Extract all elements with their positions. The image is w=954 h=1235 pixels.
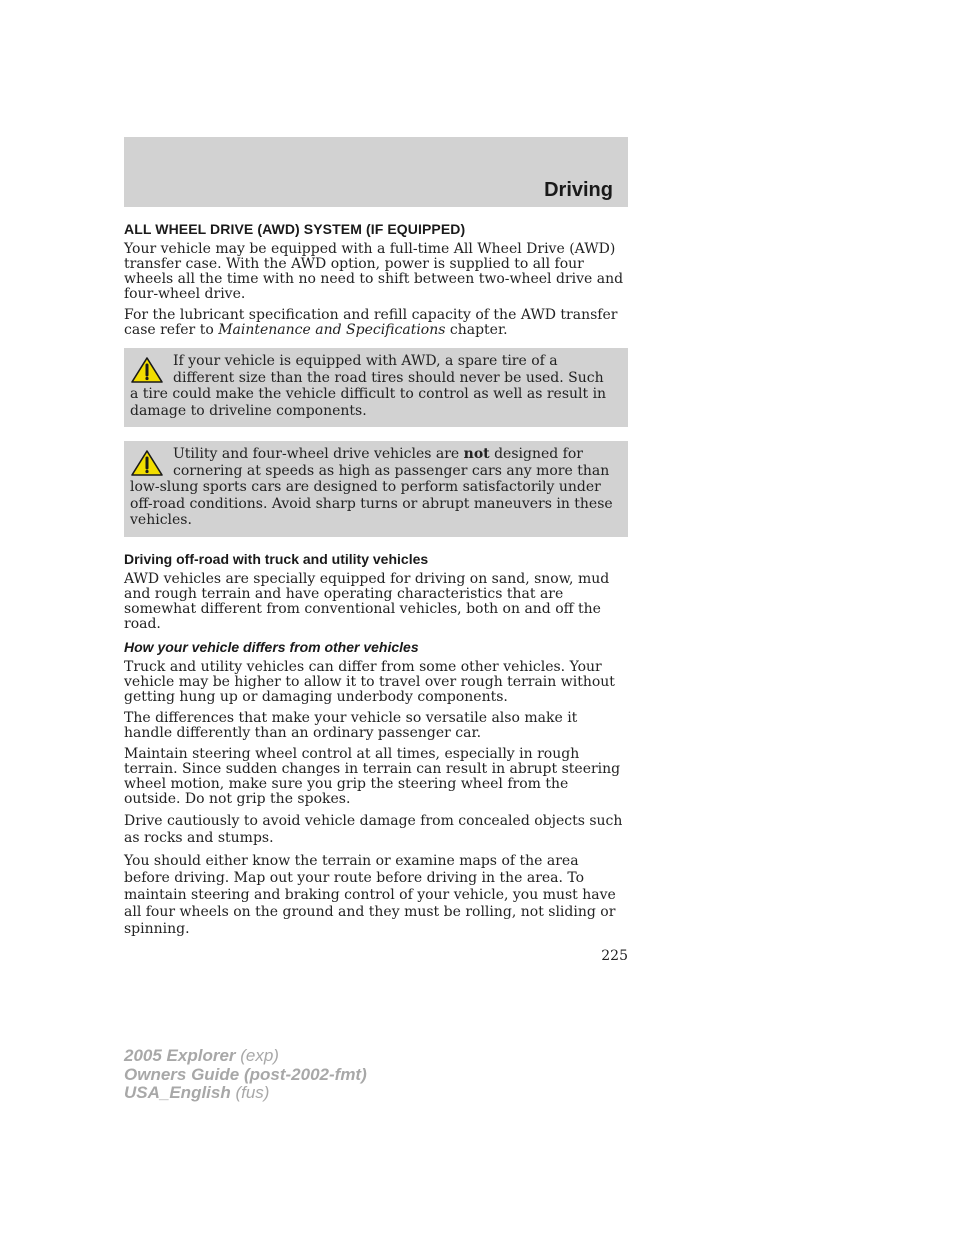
offroad-paragraph-6: You should either know the terrain or examine maps of the area before driving. Map out your route before driving in the area. To maintain steering and braking control of your vehicle, you must have all four wheels on the ground and they must be rolling, not sliding or spinning. (124, 852, 616, 937)
warning-box-cornering (124, 441, 628, 537)
offroad-paragraph-5: Drive cautiously to avoid vehicle damage from concealed objects such as rocks and stumps. (124, 812, 623, 846)
footer-model-code: (exp) (235, 1046, 279, 1065)
warning-triangle-icon (130, 449, 164, 477)
footer-language: USA_English (124, 1083, 231, 1102)
awd-paragraph-2 (124, 308, 628, 338)
footer-guide: Owners Guide (post-2002-fmt) (124, 1064, 367, 1084)
offroad-paragraph-4: Maintain steering wheel control at all times, especially in rough terrain. Since sudden changes in terrain can result in abrupt steering wheel motion, make sure you grip the steering wheel from the outside. Do not grip the spokes. (124, 745, 621, 807)
footer-line-2 (124, 1066, 367, 1085)
differences-heading: How your vehicle differs from other vehicles (124, 638, 419, 655)
section-title: Driving (544, 179, 613, 201)
warning-box-spare-tire (124, 348, 628, 427)
warning-text: If your vehicle is equipped with AWD, a spare tire of a different size than the road tires should never be used. Such a tire could make the vehicle difficult to control as well as result in damage to driveline components. (130, 353, 607, 419)
document-footer (124, 1047, 367, 1103)
footer-model: 2005 Explorer (124, 1046, 236, 1065)
page-number: 225 (601, 947, 628, 964)
offroad-heading: Driving off-road with truck and utility vehicles (124, 550, 429, 567)
awd-paragraph-2-text: For the lubricant specification and refill capacity of the AWD transfer case refer to (124, 307, 618, 338)
warning-text: Utility and four-wheel drive vehicles are (173, 446, 464, 462)
chapter-reference: Maintenance and Specifications (218, 322, 446, 338)
awd-paragraph-1: Your vehicle may be equipped with a full-time All Wheel Drive (AWD) transfer case. With the AWD option, power is supplied to all four wheels all the time with no need to shift between two-wheel drive and four-wheel drive. (124, 241, 624, 302)
warning-triangle-icon (130, 356, 164, 384)
awd-heading: ALL WHEEL DRIVE (AWD) SYSTEM (IF EQUIPPED) (124, 221, 466, 237)
offroad-paragraph-3: The differences that make your vehicle so versatile also make it handle differently than an ordinary passenger car. (124, 709, 578, 741)
offroad-paragraph-1: AWD vehicles are specially equipped for driving on sand, snow, mud and rough terrain and have operating characteristics that are somewhat different from conventional vehicles, both on and off the road. (124, 570, 610, 632)
warning-emphasis: not (463, 446, 490, 462)
footer-line-1 (124, 1047, 367, 1066)
offroad-paragraph-2: Truck and utility vehicles can differ from some other vehicles. Your vehicle may be higher to allow it to travel over rough terrain without getting hung up or damaging underbody components. (124, 658, 615, 705)
footer-line-3 (124, 1084, 367, 1103)
awd-paragraph-2-end: chapter. (445, 322, 508, 338)
section-header-bar (124, 137, 628, 207)
warning-text-end: designed for cornering at speeds as high as passenger cars any more than low-slung sports cars are designed to perform satisfactorily under off-road conditions. Avoid sharp turns or abrupt maneuvers in these vehicles. (130, 446, 613, 528)
footer-language-code: (fus) (230, 1083, 270, 1102)
manual-page (124, 137, 628, 964)
